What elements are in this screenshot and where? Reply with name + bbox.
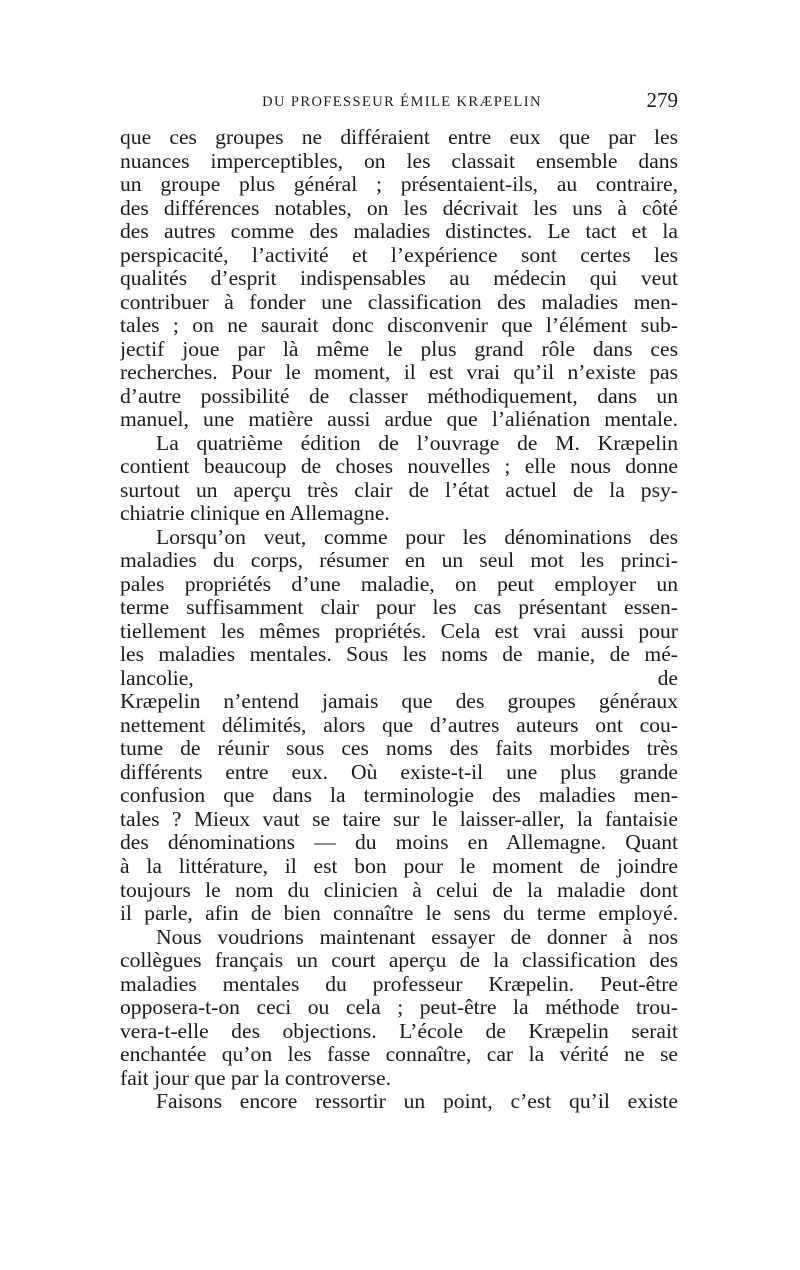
page-number: 279 [646,88,678,112]
page-header [126,90,678,120]
text-line: que ces groupes ne différaient entre eux que par les [120,126,678,149]
text-line: La quatrième édition de l’ouvrage de M. Kræpelin [156,431,678,455]
text-line: des dénominations — du moins en Allemagne. Quant [120,831,678,855]
text-line: jectif joue par là même le plus grand rôle dans ces [120,337,678,361]
text-line: nuances imperceptibles, on les classait ensemble dans [120,149,678,173]
text-line: fait jour que par la controverse. [120,1066,392,1090]
text-line: nettement délimités, alors que d’autres auteurs ont cou- [120,713,678,737]
text-line-mixed [120,667,678,691]
text-line: tales ; on ne saurait donc disconvenir que l’élément sub- [120,314,678,338]
text-line: maladies mentales du professeur Kræpelin. Peut-être [120,972,678,996]
text-line: surtout un aperçu très clair de l’état actuel de la psy- [120,478,678,502]
text-line: recherches. Pour le moment, il est vrai qu’il n’existe pas [120,361,678,385]
text-line: terme suffisamment clair pour les cas présentant essen- [120,596,678,620]
running-head: DU PROFESSEUR ÉMILE KRÆPELIN [262,94,542,110]
text-line: confusion que dans la terminologie des maladies men- [120,784,678,808]
text-line: enchantée qu’on les fasse connaître, car la vérité ne se [120,1043,678,1067]
text-line: pales propriétés d’une maladie, on peut employer un [120,572,678,596]
text-line: Kræpelin n’entend jamais que des groupes généraux [120,690,678,714]
text-line: tiellement les mêmes propriétés. Cela est vrai aussi pour [120,619,678,643]
text-line: perspicacité, l’activité et l’expérience sont certes les [120,243,678,267]
text-line: tume de réunir sous ces noms des faits morbides très [120,737,678,761]
text-line: tales ? Mieux vaut se taire sur le laisser-aller, la fantaisie [120,807,678,831]
text-line: opposera-t-on ceci ou cela ; peut-être la méthode trou- [120,996,678,1020]
text-line: Faisons encore ressortir un point, c’est qu’il existe [156,1090,678,1114]
text-line: Nous voudrions maintenant essayer de donner à nos [156,925,678,949]
body-text [120,126,678,1114]
text-line: différents entre eux. Où existe-t-il une plus grande [120,760,678,784]
text-line: un groupe plus général ; présentaient-ils, au contraire, [120,173,678,197]
text-line: qualités d’esprit indispensables au médecin qui veut [120,267,678,291]
text-line: contribuer à fonder une classification des maladies men- [120,290,678,314]
text-line: maladies du corps, résumer en un seul mot les princi- [120,549,678,573]
text-line: des autres comme des maladies distinctes. Le tact et la [120,220,678,244]
text-line: contient beaucoup de choses nouvelles ; elle nous donne [120,455,678,479]
text-line: toujours le nom du clinicien à celui de la maladie dont [120,878,678,902]
text-line: à la littérature, il est bon pour le moment de joindre [120,854,678,878]
text-line: il parle, afin de bien connaître le sens du terme employé. [120,902,678,926]
text-line: manuel, une matière aussi ardue que l’aliénation mentale. [120,408,678,432]
text-line: chiatrie clinique en Allemagne. [120,502,390,526]
text-line: collègues français un court aperçu de la classification des [120,949,678,973]
text-line: vera-t-elle des objections. L’école de Kræpelin serait [120,1019,678,1043]
text-segment: lancolie, de [120,666,678,690]
text-line: Lorsqu’on veut, comme pour les dénominations des [156,525,678,549]
text-line: les maladies mentales. Sous les noms de manie, de mé- [120,643,678,667]
text-line: des différences notables, on les décrivait les uns à côté [120,196,678,220]
text-line: d’autre possibilité de classer méthodiquement, dans un [120,384,678,408]
